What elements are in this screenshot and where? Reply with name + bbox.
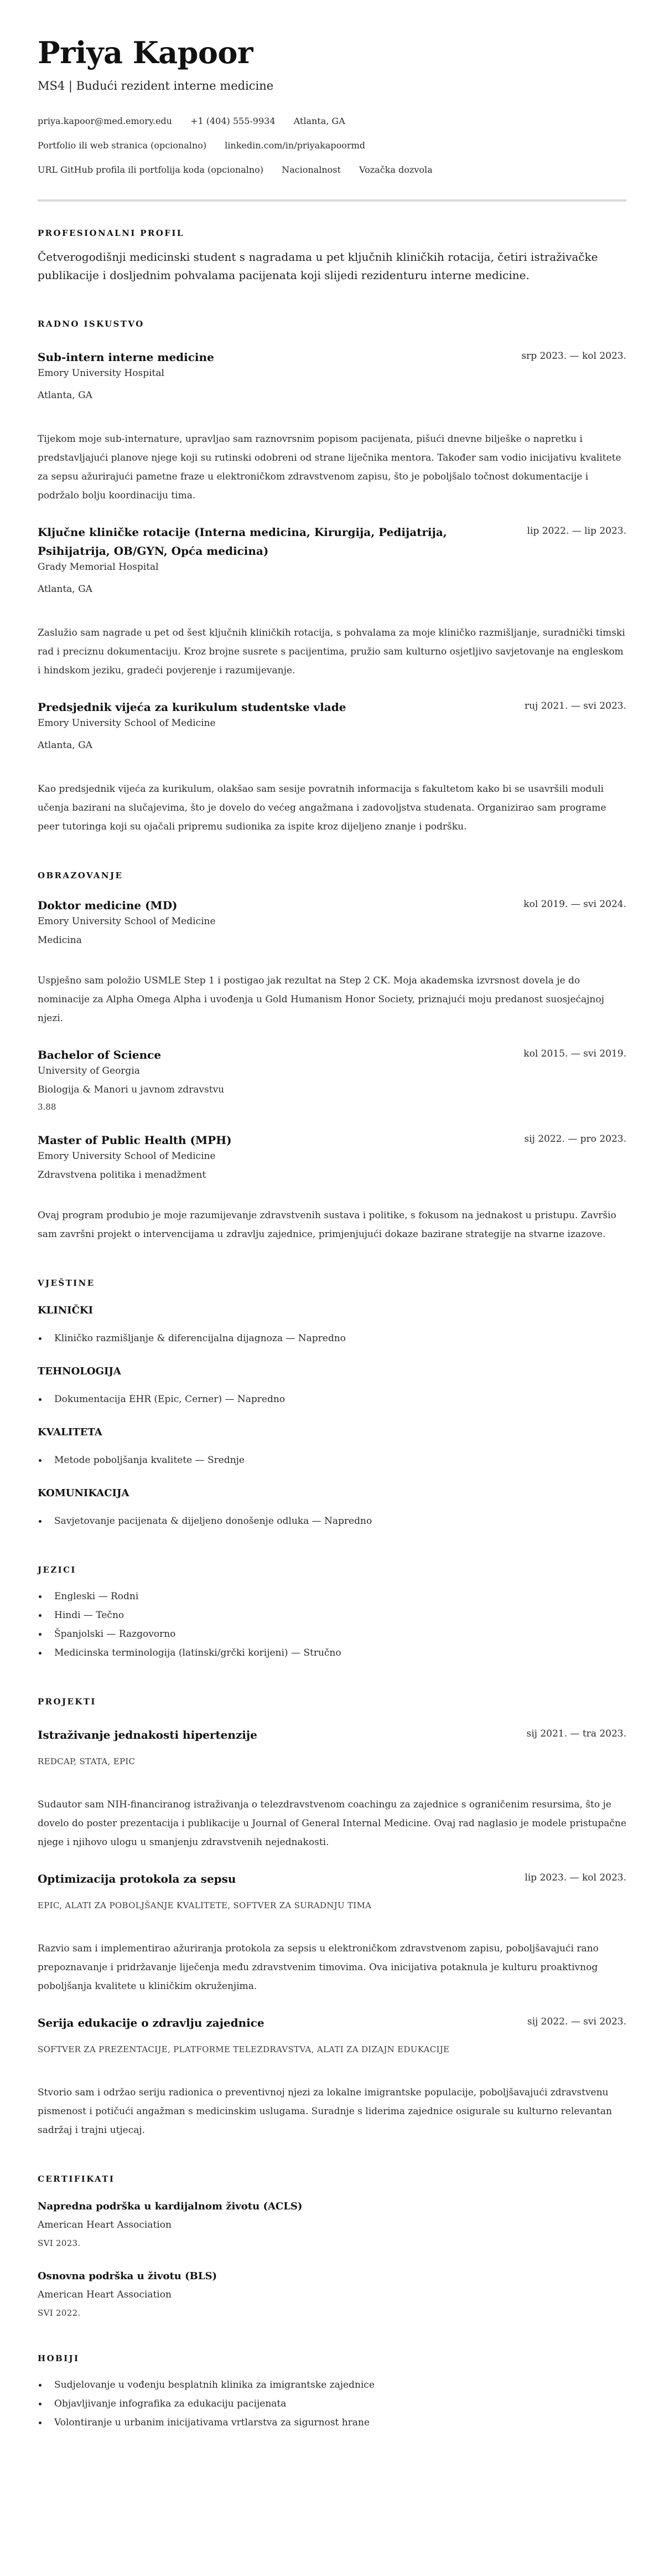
candidate-subtitle: MS4 | Budući rezident interne medicine [38, 79, 274, 92]
bullet-icon [39, 2403, 42, 2405]
skill-list [38, 1390, 626, 1409]
section-title-projects: PROJEKTI [38, 1697, 96, 1707]
languages-section [38, 1564, 626, 1662]
job-description: Zaslužio sam nagrade u pet od šest ključnih kliničkih rotacija, s pohvalama za moje kliničko razmišljanje, suradnički timski rad i preciznu dokumentaciju. Kroz brojne susrete s pacijentima, pružio sam kulturno osjetljivo savjetovanje na engleskom i hindskom jeziku, gradeći povjerenje i razumijevanje. [38, 627, 625, 676]
skill-list [38, 1329, 626, 1348]
certificate-date: SVI 2023. [38, 2238, 81, 2248]
certificate-issuer: American Heart Association [38, 2219, 172, 2230]
job-title: Ključne kliničke rotacije (Interna medicina, Kirurgija, Pedijatrija, Psihijatrija, OB/GYN, Opća medicina) [38, 525, 447, 558]
degree-title: Doktor medicine (MD) [38, 899, 178, 912]
skill-item: Metode poboljšanja kvalitete — Srednje [38, 1451, 626, 1470]
project-title: Serija edukacije o zdravlju zajednice [38, 2016, 264, 2029]
job-date-range: lip 2022. — lip 2023. [527, 525, 626, 537]
project-entry [38, 2013, 626, 2140]
degree-description: Uspješno sam položio USMLE Step 1 i postigao jak rezultat na Step 2 CK. Moja akademska izvrsnost dovela je do nominacije za Alpha Omega Alpha i uvođenja u Gold Humanism Honor Society, priznajući moju predanost suosjećajnoj njezi. [38, 975, 604, 1024]
project-date-range: sij 2021. — tra 2023. [526, 1728, 626, 1739]
bullet-icon [39, 1614, 42, 1617]
section-title-hobbies: HOBIJI [38, 2353, 80, 2363]
candidate-name: Priya Kapoor [38, 35, 253, 70]
section-title-certificates: CERTIFIKATI [38, 2174, 115, 2184]
job-location: Atlanta, GA [38, 584, 92, 595]
project-technologies: EPIC, ALATI ZA POBOLJŠANJE KVALITETE, SOFTVER ZA SURADNJU TIMA [38, 1900, 372, 1910]
contact-location: Atlanta, GA [293, 116, 345, 126]
project-entry [38, 1869, 626, 1996]
contact-nationality: Nacionalnost [282, 164, 341, 175]
contact-row-extra [38, 164, 626, 176]
skill-item: Savjetovanje pacijenata & dijeljeno donošenje odluka — Napredno [38, 1512, 626, 1531]
profile-summary: Četverogodišnji medicinski student s nagradama u pet ključnih kliničkih rotacija, četiri istraživačke publikacije i dosljednim pohvalama pacijenata koji slijedi rezidenturu interne medicine. [38, 250, 598, 282]
skill-item: Kliničko razmišljanje & diferencijalna dijagnoza — Napredno [38, 1329, 626, 1348]
school-name: University of Georgia [38, 1065, 140, 1076]
skill-category-title: KOMUNIKACIJA [38, 1487, 129, 1499]
education-entry [38, 896, 626, 1028]
certificate-title: Napredna podrška u kardijalnom životu (ACLS) [38, 2201, 303, 2212]
bullet-icon [39, 1398, 42, 1401]
contact-row-primary [38, 115, 626, 127]
job-title: Predsjednik vijeća za kurikulum studentske vlade [38, 700, 346, 714]
field-of-study: Medicina [38, 935, 82, 946]
section-title-languages: JEZICI [38, 1565, 76, 1575]
job-date-range: ruj 2021. — svi 2023. [524, 700, 626, 712]
contact-linkedin[interactable]: linkedin.com/in/priyakapoormd [225, 140, 365, 151]
bullet-icon [39, 1520, 42, 1523]
experience-entry [38, 698, 626, 836]
language-item: Engleski — Rodni [38, 1587, 626, 1606]
skill-category-title: KLINIČKI [38, 1305, 93, 1316]
projects-section [38, 1696, 626, 2140]
field-of-study: Zdravstvena politika i menadžment [38, 1169, 206, 1181]
job-description: Kao predsjednik vijeća za kurikulum, olakšao sam sesije povratnih informacija s fakultetom kako bi se usavršili moduli učenja bazirani na slučajevima, što je dovelo do većeg angažmana i zadovoljstva studenata. Organizirao sam programe peer tutoringa koji su ojačali pripremu sudionika za ispite kroz dijeljeno znanje i podršku. [38, 784, 606, 832]
bullet-icon [39, 1633, 42, 1636]
certificate-title: Osnovna podrška u životu (BLS) [38, 2270, 217, 2282]
project-title: Optimizacija protokola za sepsu [38, 1872, 236, 1885]
skill-list [38, 1512, 626, 1531]
degree-date-range: kol 2015. — svi 2019. [523, 1048, 626, 1059]
job-employer: Emory University School of Medicine [38, 718, 216, 729]
certificate-entry [38, 2269, 626, 2319]
bullet-icon [39, 1595, 42, 1598]
education-entry [38, 1131, 626, 1244]
skills-section [38, 1277, 626, 1531]
project-technologies: SOFTVER ZA PREZENTACIJE, PLATFORME TELEZDRAVSTVA, ALATI ZA DIZAJN EDUKACIJE [38, 2044, 450, 2054]
bullet-icon [39, 1337, 42, 1340]
contact-drivers-license: Vozačka dozvola [359, 164, 433, 175]
section-title-experience: RADNO ISKUSTVO [38, 319, 144, 329]
school-name: Emory University School of Medicine [38, 916, 216, 927]
hobby-item: Objavljivanje infografika za edukaciju pacijenata [38, 2394, 626, 2413]
project-description: Razvio sam i implementirao ažuriranja protokola za sepsis u elektroničkom zdravstvenom zapisu, poboljšavajući rano prepoznavanje i pridržavanje liječenja među zdravstvenim timovima. Ova inicijativa potaknula je kulturu proaktivnog poboljšanja kvalitete u kliničkim okruženjima. [38, 1943, 599, 1992]
project-date-range: sij 2022. — svi 2023. [527, 2016, 626, 2027]
language-list [38, 1587, 626, 1662]
degree-date-range: kol 2019. — svi 2024. [523, 899, 626, 910]
education-section [38, 869, 626, 1244]
field-of-study: Biologija & Manori u javnom zdravstvu [38, 1084, 225, 1095]
contact-phone[interactable]: +1 (404) 555-9934 [190, 116, 276, 126]
job-date-range: srp 2023. — kol 2023. [521, 351, 626, 362]
job-employer: Emory University Hospital [38, 368, 164, 379]
degree-title: Bachelor of Science [38, 1048, 162, 1062]
experience-section [38, 318, 626, 836]
education-entry [38, 1045, 626, 1113]
experience-entry [38, 348, 626, 505]
project-title: Istraživanje jednakosti hipertenzije [38, 1728, 257, 1742]
degree-description: Ovaj program produbio je moje razumijevanje zdravstvenih sustava i politike, s fokusom na jednakost u pristupu. Završio sam završni projekt o intervencijama u zdravlju zajednice, primjenjujući dokaze bazirane strategije na stvarne izazove. [38, 1210, 616, 1240]
header-divider [38, 199, 626, 202]
skill-category-title: KVALITETA [38, 1426, 102, 1438]
degree-title: Master of Public Health (MPH) [38, 1134, 232, 1147]
certificate-date: SVI 2022. [38, 2308, 81, 2318]
skill-list [38, 1451, 626, 1470]
hobby-list [38, 2376, 626, 2432]
project-description: Stvorio sam i održao seriju radionica o preventivnoj njezi za lokalne imigrantske populacije, poboljšavajući zdravstvenu pismenost i potičući angažman s medicinskim uslugama. Suradnje s liderima zajednice osigurale su kulturno relevantan sadržaj i trajni utjecaj. [38, 2087, 612, 2136]
skill-item: Dokumentacija EHR (Epic, Cerner) — Napredno [38, 1390, 626, 1409]
contact-github[interactable]: URL GitHub profila ili portfolija koda (opcionalno) [38, 164, 264, 175]
profile-section [38, 227, 626, 285]
bullet-icon [39, 1652, 42, 1655]
bullet-icon [39, 1459, 42, 1462]
hobby-item: Sudjelovanje u vođenju besplatnih klinika za imigrantske zajednice [38, 2376, 626, 2394]
project-entry [38, 1725, 626, 1852]
section-title-skills: VJEŠTINE [38, 1278, 95, 1288]
degree-date-range: sij 2022. — pro 2023. [524, 1134, 626, 1145]
section-title-profile: PROFESIONALNI PROFIL [38, 228, 184, 238]
language-item: Španjolski — Razgovorno [38, 1625, 626, 1644]
project-description: Sudautor sam NIH-financiranog istraživanja o telezdravstvenom coachingu za zajednice s ograničenim resursima, što je dovelo do poster prezentacija i publikacije u Journal of General Internal Medicine. Ovaj rad naglasio je modele pristupačne njege i njihovo ulogu u smanjenju zdravstvenih nejednakosti. [38, 1799, 626, 1848]
job-location: Atlanta, GA [38, 390, 92, 401]
certificate-issuer: American Heart Association [38, 2289, 172, 2300]
section-title-education: OBRAZOVANJE [38, 870, 123, 880]
job-employer: Grady Memorial Hospital [38, 561, 159, 573]
hobby-item: Volontiranje u urbanim inicijativama vrtlarstva za sigurnost hrane [38, 2413, 626, 2432]
bullet-icon [39, 2422, 42, 2424]
resume-header [38, 34, 626, 202]
language-item: Hindi — Tečno [38, 1606, 626, 1625]
certificate-entry [38, 2199, 626, 2249]
experience-entry [38, 523, 626, 680]
contact-email[interactable]: priya.kapoor@med.emory.edu [38, 116, 172, 126]
job-location: Atlanta, GA [38, 740, 92, 751]
school-name: Emory University School of Medicine [38, 1151, 216, 1162]
contact-row-links [38, 140, 626, 152]
language-item: Medicinska terminologija (latinski/grčki korijeni) — Stručno [38, 1644, 626, 1662]
job-description: Tijekom moje sub-internature, upravljao sam raznovrsnim popisom pacijenata, pišući dnevne bilješke o napretku i predstavljajući planove njege koji su rutinski odobreni od strane liječnika mentora. Također sam vodio inicijativu kvalitete za sepsu ažurirajući pametne fraze u elektroničkom zdravstvenom zapisu, što je poboljšalo točnost dokumentacije i podržalo bolju koordinaciju tima. [38, 434, 621, 501]
certificates-section [38, 2173, 626, 2319]
project-technologies: REDCAP, STATA, EPIC [38, 1756, 136, 1766]
project-date-range: lip 2023. — kol 2023. [525, 1872, 626, 1883]
gpa: 3.88 [38, 1102, 56, 1112]
job-title: Sub-intern interne medicine [38, 351, 214, 364]
skill-category-title: TEHNOLOGIJA [38, 1366, 121, 1377]
contact-portfolio[interactable]: Portfolio ili web stranica (opcionalno) [38, 140, 207, 151]
bullet-icon [39, 2384, 42, 2387]
hobbies-section [38, 2352, 626, 2432]
